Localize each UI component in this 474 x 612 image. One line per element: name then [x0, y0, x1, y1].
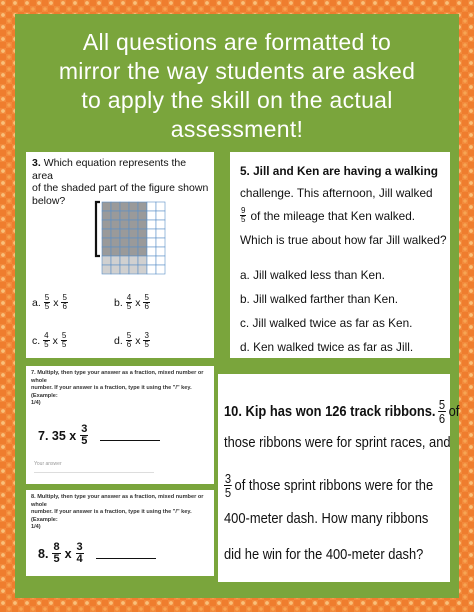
grid-cell [147, 238, 156, 247]
denominator: 5 [126, 302, 132, 311]
grid-cell [120, 265, 129, 274]
denominator: 5 [144, 340, 149, 349]
numerator: 4 [126, 293, 132, 302]
instruction-line: 1/4) [31, 400, 41, 406]
option-b[interactable] [114, 294, 150, 311]
question-5-card [230, 152, 450, 358]
grid-cell [120, 229, 129, 238]
grid-cell [129, 238, 138, 247]
grid-cell [156, 265, 165, 274]
grid-cell [156, 247, 165, 256]
grid-cell [156, 229, 165, 238]
grid-cell [111, 220, 120, 229]
question-line [224, 398, 459, 425]
option-letter: d. [114, 334, 123, 347]
denominator: 4 [76, 553, 83, 565]
question-text: 10. Kip has won 126 track ribbons. [224, 402, 436, 420]
grid-cell [120, 211, 129, 220]
numerator: 8 [53, 541, 60, 553]
question-7-card [26, 366, 214, 484]
question-number: 3. [32, 157, 41, 169]
fraction [438, 398, 446, 425]
denominator: 5 [224, 485, 232, 500]
numerator: 3 [76, 541, 83, 553]
grid-cell [147, 229, 156, 238]
answer-blank [96, 548, 156, 559]
fraction [44, 294, 50, 311]
option-b[interactable]: b. Jill walked farther than Ken. [240, 292, 399, 306]
grid-cell [111, 247, 120, 256]
denominator: 5 [61, 340, 67, 349]
instruction-line: 1/4) [31, 524, 41, 530]
answer-blank [100, 430, 160, 441]
denominator: 5 [81, 435, 88, 447]
grid-cell [129, 211, 138, 220]
times-sign: x [53, 296, 59, 309]
option-letter: c. [32, 334, 41, 347]
headline-line: to apply the skill on the actual [81, 87, 393, 113]
fraction [80, 424, 88, 447]
question-line [240, 207, 415, 224]
grid-cell [138, 220, 147, 229]
question-line [224, 472, 433, 499]
denominator: 6 [438, 411, 446, 426]
question-line: 400-meter dash. How many ribbons [224, 510, 429, 527]
fraction [126, 294, 132, 311]
grid-cell [138, 229, 147, 238]
question-line: 5. Jill and Ken are having a walking [240, 164, 438, 178]
question-line: those ribbons were for sprint races, and [224, 434, 451, 451]
question-text: of [448, 402, 460, 420]
grid-cell [138, 238, 147, 247]
numerator: 5 [44, 293, 50, 302]
grid-cell [156, 238, 165, 247]
headline-line: assessment! [170, 116, 304, 142]
option-c[interactable] [32, 332, 67, 349]
answer-input-line[interactable] [34, 472, 154, 473]
grid-cell [102, 238, 111, 247]
question-line: challenge. This afternoon, Jill walked [240, 186, 433, 200]
fraction [240, 207, 246, 224]
grid-cell [147, 265, 156, 274]
fraction [143, 294, 149, 311]
grid-cell [129, 220, 138, 229]
grid-cell [156, 211, 165, 220]
bracket [96, 202, 100, 256]
grid-cell [147, 247, 156, 256]
grid-cell [102, 211, 111, 220]
grid-cell [111, 211, 120, 220]
numerator: 9 [241, 206, 246, 215]
denominator: 6 [126, 340, 132, 349]
numerator: 5 [126, 331, 132, 340]
question-text: of those sprint ribbons were for the [234, 476, 434, 494]
denominator: 5 [44, 340, 49, 349]
grid-cell [129, 247, 138, 256]
question-line: Which equation represents the area [32, 157, 187, 182]
numerator: 4 [44, 331, 49, 340]
question-line: Which is true about how far Jill walked? [240, 233, 447, 247]
answer-placeholder[interactable]: Your answer [34, 461, 62, 467]
question-line: did he win for the 400-meter dash? [224, 546, 424, 563]
option-a[interactable] [32, 294, 68, 311]
option-d[interactable]: d. Ken walked twice as far as Jill. [240, 340, 414, 354]
grid-cell [111, 202, 120, 211]
headline-line: mirror the way students are asked [58, 58, 416, 84]
headline-line: All questions are formatted to [82, 29, 392, 55]
denominator: 6 [144, 302, 149, 311]
grid-cell [120, 220, 129, 229]
grid-cell [120, 256, 129, 265]
grid-cell [138, 247, 147, 256]
grid-cell [129, 256, 138, 265]
numerator: 5 [61, 331, 67, 340]
grid-cell [156, 220, 165, 229]
grid-cell [138, 256, 147, 265]
denominator: 5 [44, 302, 50, 311]
grid-cell [102, 202, 111, 211]
grid-cell [147, 220, 156, 229]
grid-cell [138, 202, 147, 211]
numerator: 5 [144, 293, 149, 302]
numerator: 5 [438, 397, 446, 412]
grid-cell [120, 238, 129, 247]
grid-cell [138, 211, 147, 220]
option-letter: a. [32, 296, 41, 309]
grid-cell [120, 247, 129, 256]
fraction [143, 332, 149, 349]
option-a[interactable]: a. Jill walked less than Ken. [240, 268, 385, 282]
grid-cell [147, 256, 156, 265]
question-3-card [26, 152, 214, 358]
grid-cell [138, 265, 147, 274]
denominator: 5 [241, 215, 246, 224]
numerator: 3 [144, 331, 149, 340]
grid-cell [111, 265, 120, 274]
fraction [52, 542, 60, 565]
instructions [31, 494, 209, 532]
grid-cell [129, 202, 138, 211]
numerator: 5 [62, 293, 67, 302]
problem-text: 7. 35 x [38, 428, 77, 443]
question-line: of the shaded part of the figure shown [32, 182, 209, 194]
grid-cell [102, 220, 111, 229]
times-sign: x [135, 296, 141, 309]
fraction [76, 542, 84, 565]
fraction [61, 294, 67, 311]
instruction-line: 7. Multiply, then type your answer as a fraction, mixed number or whole [31, 370, 204, 384]
problem [38, 542, 156, 565]
question-10-card [218, 374, 460, 582]
question-text: of the mileage that Ken walked. [250, 208, 416, 223]
instructions [31, 370, 209, 408]
instruction-line: number. If your answer is a fraction, type it using the "/" key. (Example: [31, 385, 192, 399]
area-model-figure [88, 198, 184, 278]
option-d[interactable] [114, 332, 150, 349]
instruction-line: 8. Multiply, then type your answer as a fraction, mixed number or whole [31, 494, 204, 508]
grid-cell [156, 202, 165, 211]
fraction [224, 472, 232, 499]
fraction [43, 332, 49, 349]
grid-cell [111, 238, 120, 247]
numerator: 3 [81, 423, 88, 435]
grid-cell [120, 202, 129, 211]
option-c[interactable]: c. Jill walked twice as far as Ken. [240, 316, 413, 330]
headline [15, 28, 459, 144]
question-line: below? [32, 194, 66, 207]
grid-cell [147, 202, 156, 211]
denominator: 6 [62, 302, 67, 311]
grid-cell [156, 256, 165, 265]
problem-text: 8. [38, 546, 49, 561]
grid-cell [111, 229, 120, 238]
grid-cell [102, 229, 111, 238]
denominator: 5 [53, 553, 60, 565]
question-8-card [26, 490, 214, 576]
times-sign: x [135, 334, 141, 347]
fraction [126, 332, 132, 349]
grid-cell [102, 256, 111, 265]
option-letter: b. [114, 296, 123, 309]
instruction-line: number. If your answer is a fraction, type it using the "/" key. (Example: [31, 509, 192, 523]
grid-cell [129, 229, 138, 238]
times-sign: x [64, 546, 72, 561]
grid-cell [102, 265, 111, 274]
numerator: 3 [224, 471, 232, 486]
problem [38, 424, 160, 447]
grid-cell [102, 247, 111, 256]
fraction [61, 332, 67, 349]
grid-cell [111, 256, 120, 265]
grid-cell [129, 265, 138, 274]
grid-cell [147, 211, 156, 220]
times-sign: x [52, 334, 58, 347]
